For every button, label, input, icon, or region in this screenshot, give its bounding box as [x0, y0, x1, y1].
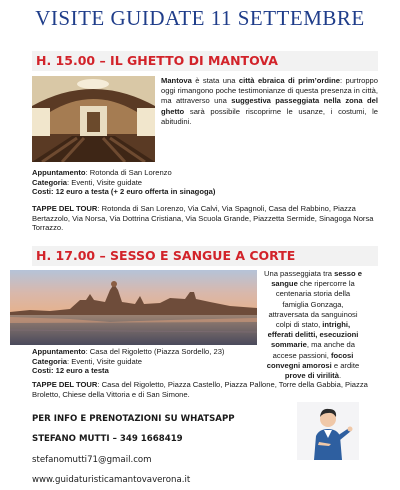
tour2-desc-run: prove di virilità — [284, 371, 339, 381]
tour1-desc-run: città ebraica di prim’ordine — [238, 76, 340, 85]
tour2-desc-run: , ma anche da accese passioni, — [272, 340, 355, 360]
tour2-desc-run: . — [338, 371, 342, 381]
tour1-desc-run: sarà possibile riscoprirne le usanze, i costumi, le abitudini. — [161, 106, 378, 126]
tour2-appointment: Appuntamento: Casa del Rigoletto (Piazza Sordello, 23) — [32, 347, 225, 356]
tour2-stops: TAPPE DEL TOUR: Casa del Rigoletto, Piazza Castello, Piazza Pallone, Torre della Gabbia, Piazza Broletto, Chiese della Vittoria e di San Simone. — [32, 380, 368, 399]
tour1-desc-run: : purtroppo oggi rimangono poche testimonianze di questa presenza in città, ma attraverso una — [161, 76, 378, 106]
tour1-description — [161, 76, 378, 127]
tour1-category: Categoria: Eventi, Visite guidate — [32, 177, 143, 187]
tour2-heading: H. 17.00 – SESSO E SANGUE A CORTE — [32, 246, 378, 266]
tour1-desc-run: è stata una — [191, 76, 239, 85]
page-title: VISITE GUIDATE 11 SETTEMBRE — [35, 6, 365, 30]
tour1-desc-run: Mantova — [161, 76, 192, 85]
contact-email[interactable]: stefanomutti71@gmail.com — [32, 455, 152, 465]
tour2-desc-run: Una passeggiata tra — [264, 269, 335, 278]
tour1-cost: Costi: 12 euro a testa (+ 2 euro offerta in sinagoga) — [32, 187, 216, 197]
mantua-skyline-photo — [10, 270, 257, 345]
contact-website[interactable]: www.guidaturisticamantovaverona.it — [32, 475, 191, 485]
tour2-desc-run: e ardite — [331, 360, 360, 370]
tour2-desc-run: che ripercorre la centenaria storia della famiglia Gonzaga, attraversata da sanguinosi colpi di stato, — [268, 279, 358, 330]
synagogue-interior-photo — [32, 76, 155, 162]
contact-heading: PER INFO E PRENOTAZIONI SU WHATSAPP — [32, 414, 235, 424]
tour2-desc-run: sesso e sangue — [271, 269, 362, 289]
tour1-stops: TAPPE DEL TOUR: Rotonda di San Lorenzo, Via Calvi, Via Spagnoli, Casa del Rabbino, Piazza Bertazzolo, Via Norsa, Via Dottrina Cristiana, Via Scuola Grande, Piazzetta Sermide, Sinagoga Norsa Torrazzo. — [32, 204, 374, 233]
tour1-heading: H. 15.00 – IL GHETTO DI MANTOVA — [32, 51, 378, 71]
tour2-desc-run: focosi convegni amorosi — [266, 350, 354, 370]
tour2-details — [32, 347, 378, 376]
tour2-cost: Costi: 12 euro a testa — [32, 366, 109, 376]
tour1-appointment: Appuntamento: Rotonda di San Lorenzo — [32, 168, 172, 177]
tour2-category: Categoria: Eventi, Visite guidate — [32, 356, 143, 366]
tour1-desc-run: suggestiva passeggiata nella zona del ghetto — [161, 96, 379, 116]
guide-avatar-illustration — [297, 402, 359, 460]
tour1-details — [32, 168, 378, 197]
contact-name-phone: STEFANO MUTTI – 349 1668419 — [32, 434, 183, 444]
tour2-desc-run: intrighi, efferati delitti, esecuzioni sommarie — [267, 320, 359, 350]
